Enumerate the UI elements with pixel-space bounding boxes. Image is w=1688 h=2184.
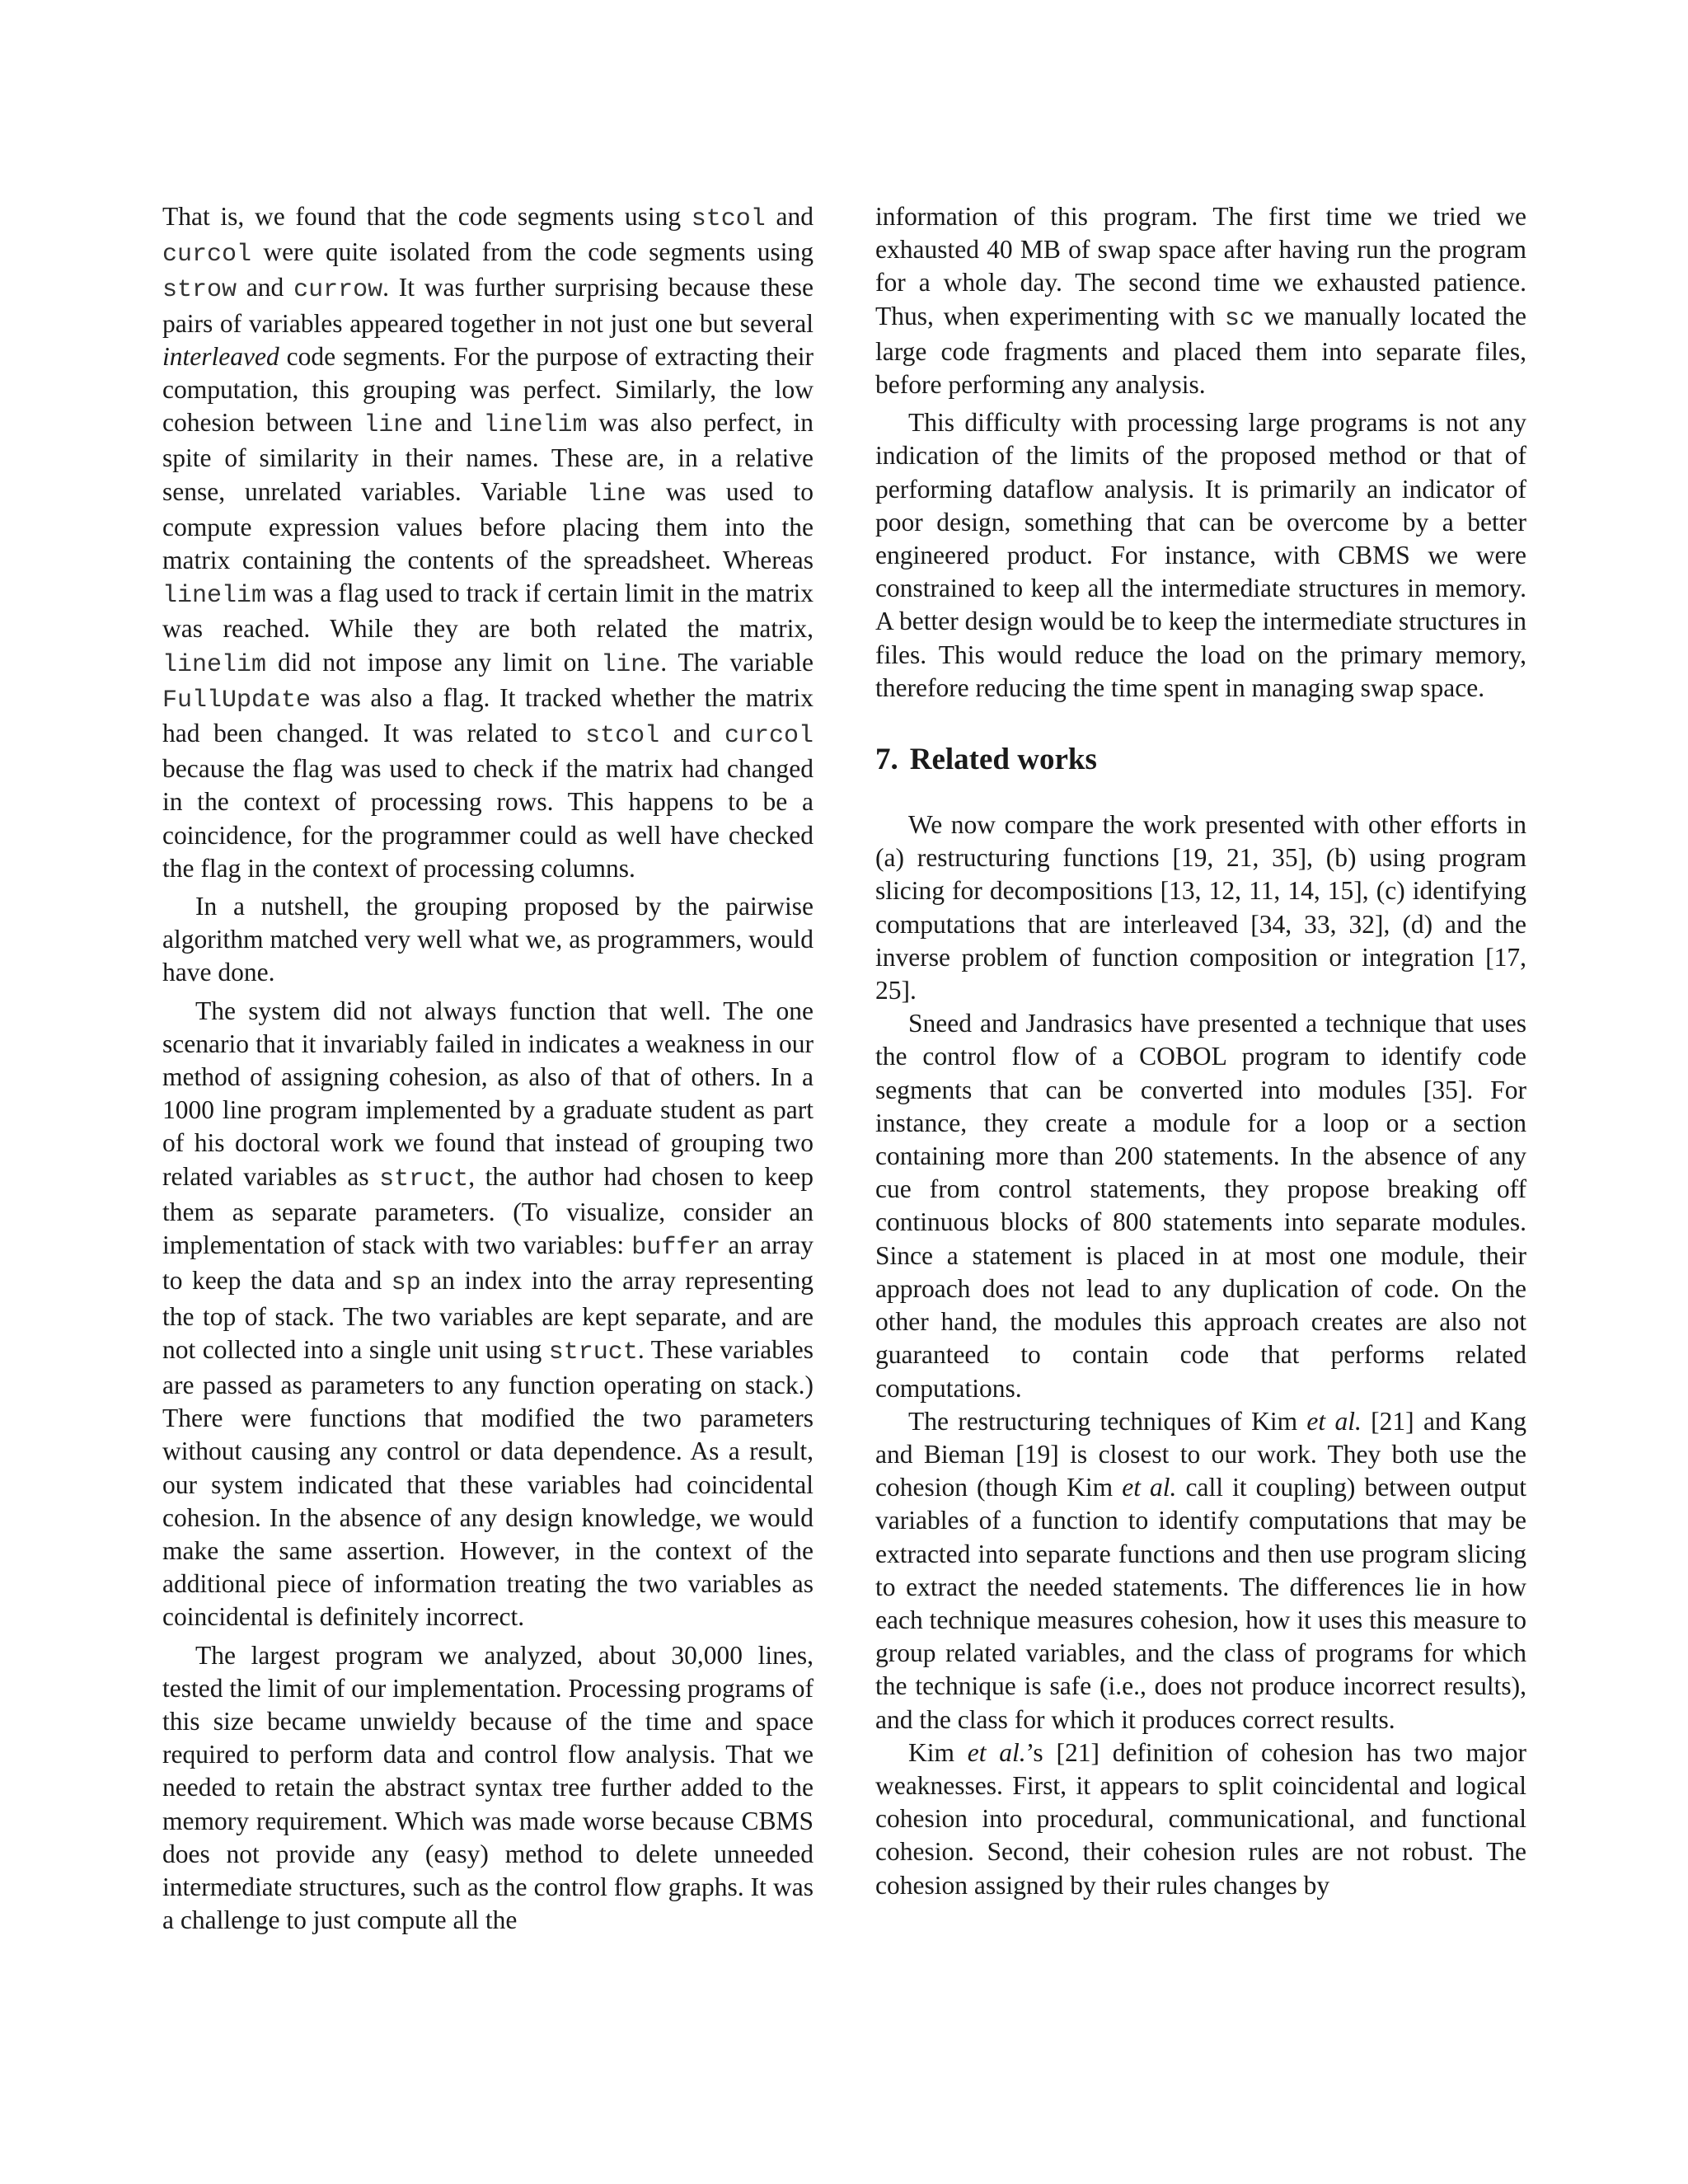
paragraph-left-1 [162,200,814,885]
section-heading [875,741,1526,779]
text: was also a flag. It tracked whether the matrix had been changed. It was related to [162,682,814,748]
code-line: line [363,411,424,440]
paragraph-right-3: We now compare the work presented with other efforts in (a) restructuring functions [19, 21, 35], (b) using program slicing for decompositions [13, 12, 11, 14, 15], (c) identifying computations that are interleaved [34, 33, 32], (d) and the inverse problem of function composition or integration [17, 25]. [875,810,1526,1005]
code-linelim: linelim [162,650,267,679]
text: did not impose any limit on [266,647,602,677]
text: and [659,719,724,748]
code-linelim: linelim [483,411,588,440]
text: ’s [21] definition of cohesion has two major weaknesses. First, it appears to split coincidental and logical cohesion into procedural, communicational, and functional cohesion. Second, their cohesion rules are not robust. The cohesion assigned by their rules changes by [875,1737,1526,1900]
emphasis-interleaved: interleaved [162,341,279,371]
text: information of this program. The first time we tried we exhausted 40 MB of swap space after having run the program for a whole day. The second time we exhausted patience. Thus, when experimenting with [875,202,1526,330]
text: . It was further surprising because these pairs of variables appeared together in not just one but several [162,273,814,338]
code-line: line [601,650,661,679]
text: was also perfect, in spite of similarity in their names. These are, in a relative sense, unrelated variables. Variable [162,408,814,506]
paragraph-right-6 [875,1736,1526,1902]
paragraph-left-2: In a nutshell, the grouping proposed by the pairwise algorithm matched very well what we, as programmers, would have done. [162,892,814,987]
text: because the flag was used to check if the matrix had changed in the context of processing rows. This happens to be a coincidence, for the programmer could as well have checked the flag in the context of processing columns. [162,754,814,883]
code-sc: sc [1224,304,1254,333]
emphasis-et-al: et al. [967,1737,1026,1767]
text: and [423,408,484,438]
text: and [765,202,814,231]
code-fullupdate: FullUpdate [162,686,312,715]
text: call it coupling) between output variables of a function to identify computations that may be extracted into separate functions and then use program slicing to extract the needed statements. The differences lie in how each technique measures cohesion, how it uses this measure to group related variables, and the class of programs for which the technique is safe (i.e., does not produce incorrect results), and the class for which it produces correct results. [875,1473,1527,1734]
text: , the author had chosen to keep them as separate parameters. (To visualize, consider an implementation of stack with two variables: [162,1161,814,1260]
paragraph-right-4: Sneed and Jandrasics have presented a technique that uses the control flow of a COBOL program to identify code segments that can be converted into modules [35]. For instance, they create a module for a loop or a section containing more than 200 statements. In the absence of any cue from control statements, they propose breaking off continuous blocks of 800 statements into separate modules. Since a statement is placed in at most one module, their approach does not lead to any duplication of code. On the other hand, the modules this approach creates are also not guaranteed to contain code that performs related computations. [875,1009,1526,1403]
code-buffer: buffer [631,1234,721,1263]
left-column [162,200,814,1937]
code-curcol: curcol [724,722,814,751]
text: an array to keep the data and [162,1230,814,1296]
text: [21] and Kang and Bieman [19] is closest to our work. They both use the cohesion (though Kim [875,1406,1526,1502]
text: was a flag used to track if certain limit in the matrix was reached. While they are both related the matrix, [162,579,814,644]
code-struct: struct [548,1338,638,1366]
code-currow: currow [293,276,383,305]
text: an index into the array representing the top of stack. The two variables are kept separate, and are not collected into a single unit using [162,1266,814,1364]
text: was used to compute expression values before placing them into the matrix containing the contents of the spreadsheet. Whereas [162,476,814,575]
paragraph-left-3 [162,995,814,1634]
text: . These variables are passed as parameters to any function operating on stack.) There were functions that modified the two parameters without causing any control or data dependence. As a result, our system indicated that these variables had coincidental cohesion. In the absence of any design knowledge, we would make the same assertion. However, in the context of the additional piece of information treating the two variables as coincidental is definitely incorrect. [162,1334,814,1632]
text: That is, we found that the code segments using [162,202,692,231]
code-struct: struct [379,1165,469,1193]
code-stcol: stcol [691,205,766,233]
emphasis-et-al: et al. [1122,1473,1177,1502]
text: The restructuring techniques of Kim [908,1406,1307,1436]
paragraph-right-5 [875,1405,1526,1736]
code-linelim: linelim [162,582,267,611]
code-line: line [586,480,646,509]
section-title: Related works [909,743,1097,777]
text: Kim [908,1737,968,1767]
paragraph-left-4: The largest program we analyzed, about 30,000 lines, tested the limit of our implementation. Processing programs of this size became unwieldy because of the time and space required to perform data and control flow analysis. That we needed to retain the abstract syntax tree further added to the memory requirement. Which was made worse because CBMS does not provide any (easy) method to delete unneeded intermediate structures, such as the control flow graphs. It was a challenge to just compute all the [162,1640,814,1935]
text: The system did not always function that well. The one scenario that it invariably failed in indicates a weakness in our method of assigning cohesion, as also of that of others. In a 1000 line program implemented by a graduate student as part of his doctoral work we found that instead of grouping two related variables as [162,996,814,1191]
code-strow: strow [162,276,237,305]
emphasis-et-al: et al. [1306,1406,1362,1436]
text: and [237,273,294,302]
code-sp: sp [391,1269,421,1298]
code-curcol: curcol [162,241,252,269]
paragraph-right-1 [875,200,1526,401]
code-stcol: stcol [585,722,660,751]
paragraph-right-2: This difficulty with processing large programs is not any indication of the limits of the proposed method or that of performing dataflow analysis. It is primarily an indicator of poor design, something that can be overcome by a better engineered product. For instance, with CBMS we were constrained to keep all the intermediate structures in memory. A better design would be to keep the intermediate structures in files. This would reduce the load on the primary memory, therefore reducing the time spent in managing swap space. [875,408,1526,702]
text: . The variable [660,647,814,677]
text: were quite isolated from the code segments using [251,237,814,267]
text: code segments. For the purpose of extracting their computation, this grouping was perfect. Similarly, the low cohesion between [162,341,814,438]
right-column [875,200,1526,1902]
text: we manually located the large code fragments and placed them into separate files, before performing any analysis. [875,301,1526,400]
section-number: 7. [875,743,898,777]
